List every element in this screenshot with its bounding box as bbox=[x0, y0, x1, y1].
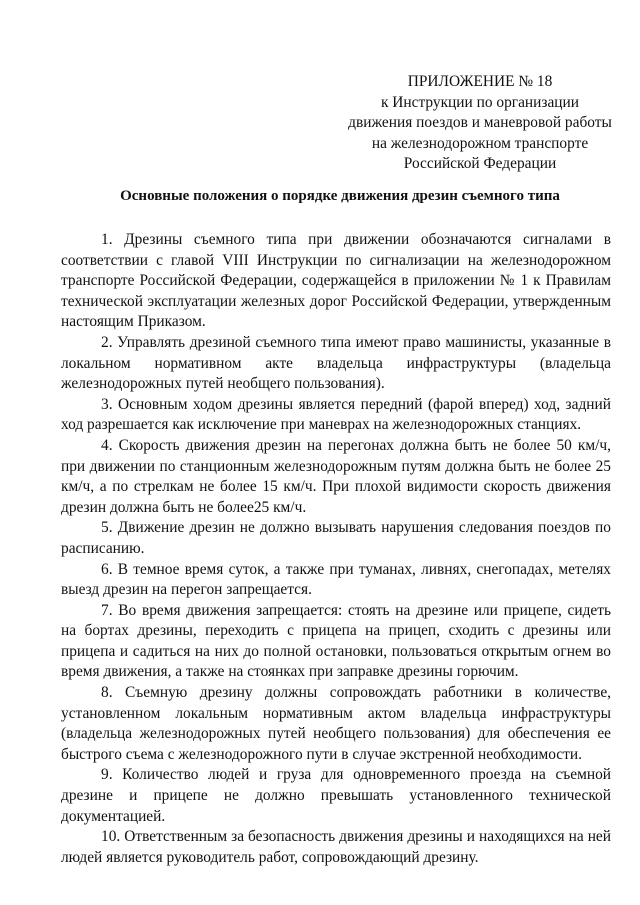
paragraph-7: 7. Во время движения запрещается: стоять на дрезине или прицепе, сидеть на бортах дрезины, переходить с прицепа на прицеп, сходить с дрезины или прицепа и садиться на них до полной остановки, пользоваться открытым огнем во время движения, а также на стоянках при заправке дрезины горючим. bbox=[61, 601, 611, 681]
appendix-number: ПРИЛОЖЕНИЕ № 18 bbox=[407, 73, 553, 90]
appendix-line-instruction: к Инструкции по организации bbox=[380, 93, 580, 111]
paragraph-3: 3. Основным ходом дрезины является передний (фарой вперед) ход, задний ход разрешается как исключение при маневрах на железнодорожных станциях. bbox=[61, 395, 611, 434]
paragraph-10: 10. Ответственным за безопасность движения дрезины и находящихся на ней людей является руководитель работ, сопровождающий дрезину. bbox=[61, 828, 611, 866]
document-title: Основные положения о порядке движения дрезин съемного типа bbox=[120, 188, 560, 204]
paragraph-1: 1. Дрезины съемного типа при движении обозначаются сигналами в соответствии с главой VIII Инструкции по сигнализации на железнодорожном транспорте Российской Федерации, содержащейся в приложении № 1 к Правилам технической эксплуатации железных дорог Российской Федерации, утвержденным настоящим Приказом. bbox=[61, 231, 611, 331]
appendix-line-transport: на железнодорожном транспорте bbox=[371, 134, 589, 152]
paragraph-4: 4. Скорость движения дрезин на перегонах должна быть не более 50 км/ч, при движении по станционным железнодорожным путям должна быть не более 25 км/ч, а по стрелкам не более 15 км/ч. При плохой видимости скорость движения дрезин должна быть не более25 км/ч. bbox=[61, 436, 611, 516]
paragraph-2: 2. Управлять дрезиной съемного типа имеют право машинисты, указанные в локальном нормативном акте владельца инфраструктуры (владельца железнодорожных путей необщего пользования). bbox=[61, 333, 611, 393]
paragraph-6: 6. В темное время суток, а также при туманах, ливнях, снегопадах, метелях выезд дрезин на перегон запрещается. bbox=[61, 560, 611, 599]
appendix-header bbox=[330, 72, 630, 175]
paragraph-5: 5. Движение дрезин не должно вызывать нарушения следования поездов по расписанию. bbox=[61, 519, 611, 557]
appendix-line-traffic: движения поездов и маневровой работы bbox=[348, 114, 612, 131]
appendix-line-federation: Российской Федерации bbox=[403, 155, 557, 172]
paragraph-8: 8. Съемную дрезину должны сопровождать работники в количестве, установленном локальным нормативным актом владельца инфраструктуры (владельца железнодорожных путей необщего пользования) для обеспечения ее быстрого съема с железнодорожного пути в случае экстренной необходимости. bbox=[61, 684, 611, 763]
paragraph-9: 9. Количество людей и груза для одновременного проезда на съемной дрезине и прицепе не должно превышать установленного технической документацией. bbox=[61, 766, 611, 825]
document-body bbox=[61, 230, 611, 868]
